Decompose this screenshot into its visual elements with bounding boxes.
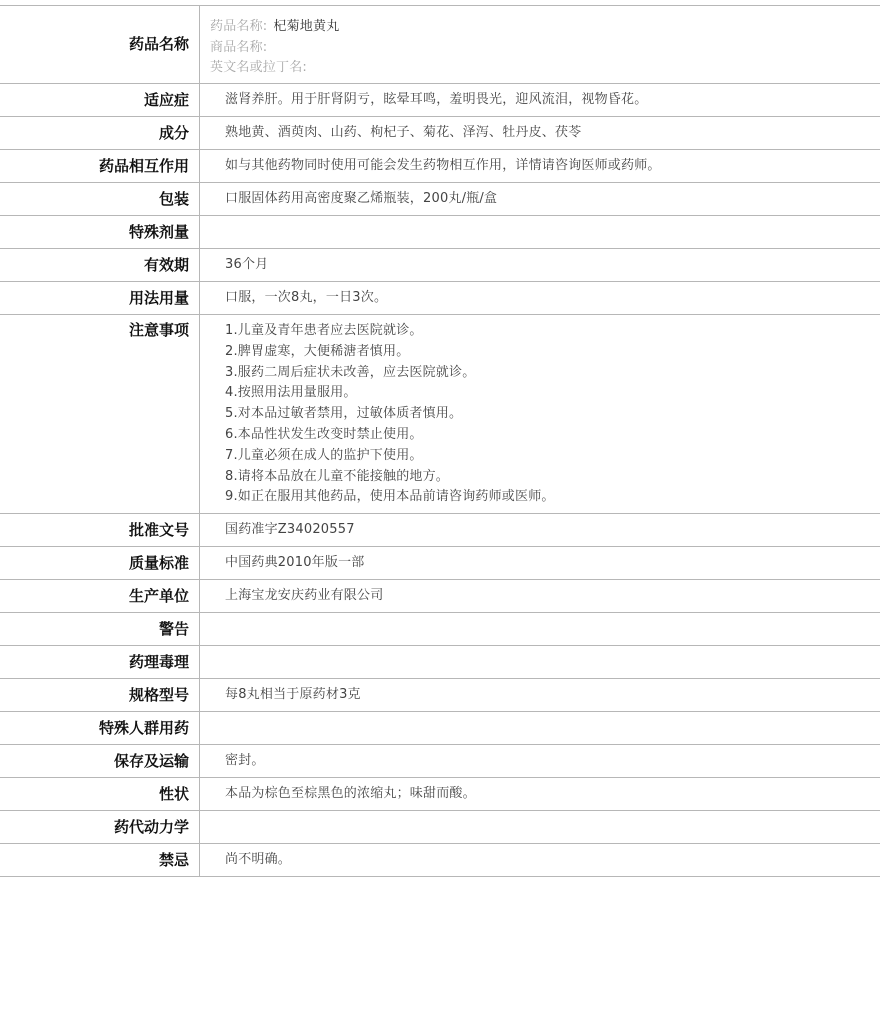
value-storage: 密封。 (225, 753, 265, 768)
row-special-groups (0, 712, 880, 745)
row-storage (0, 745, 880, 778)
value-specification: 每8丸相当于原药材3克 (225, 687, 361, 702)
row-indications (0, 84, 880, 117)
value-usage-dosage: 口服，一次8丸，一日3次。 (225, 290, 388, 305)
value-special-dosage (200, 216, 880, 248)
row-manufacturer (0, 580, 880, 613)
row-precautions (0, 315, 880, 514)
row-approval-number (0, 514, 880, 547)
value-appearance: 本品为棕色至棕黑色的浓缩丸；味甜而酸。 (225, 786, 476, 801)
value-warning (200, 613, 880, 645)
drug-info-table (0, 5, 880, 877)
label-special-dosage: 特殊剂量 (0, 216, 200, 248)
label-specification: 规格型号 (0, 679, 200, 711)
row-shelf-life (0, 249, 880, 282)
label-warning: 警告 (0, 613, 200, 645)
label-special-groups: 特殊人群用药 (0, 712, 200, 744)
precaution-item: 8.请将本品放在儿童不能接触的地方。 (225, 468, 450, 484)
value-pharmacokinetics (200, 811, 880, 843)
label-quality-standard: 质量标准 (0, 547, 200, 579)
value-quality-standard: 中国药典2010年版一部 (225, 555, 365, 570)
row-drug-name (0, 6, 880, 84)
value-contraindications: 尚不明确。 (225, 852, 292, 867)
trade-name-line (210, 40, 880, 61)
value-indications: 滋肾养肝。用于肝肾阴亏，眩晕耳鸣，羞明畏光，迎风流泪，视物昏花。 (225, 92, 648, 107)
precaution-item: 1.儿童及青年患者应去医院就诊。 (225, 323, 423, 338)
label-indications: 适应症 (0, 84, 200, 116)
precaution-item: 3.服药二周后症状未改善，应去医院就诊。 (225, 364, 476, 380)
row-pharmacokinetics (0, 811, 880, 844)
row-specification (0, 679, 880, 712)
label-pharmacokinetics: 药代动力学 (0, 811, 200, 843)
row-special-dosage (0, 216, 880, 249)
label-contraindications: 禁忌 (0, 844, 200, 876)
value-approval-number: 国药准字Z34020557 (225, 522, 355, 537)
precaution-item: 5.对本品过敏者禁用，过敏体质者慎用。 (225, 406, 463, 422)
row-pharmacology (0, 646, 880, 679)
value-interactions: 如与其他药物同时使用可能会发生药物相互作用，详情请咨询医师或药师。 (225, 158, 661, 173)
label-manufacturer: 生产单位 (0, 580, 200, 612)
row-interactions (0, 150, 880, 183)
label-appearance: 性状 (0, 778, 200, 810)
row-packaging (0, 183, 880, 216)
label-packaging: 包装 (0, 183, 200, 215)
label-pharmacology: 药理毒理 (0, 646, 200, 678)
generic-name-key: 药品名称: (210, 19, 268, 34)
value-shelf-life: 36个月 (225, 257, 269, 272)
row-appearance (0, 778, 880, 811)
latin-name-line (210, 60, 880, 81)
value-manufacturer: 上海宝龙安庆药业有限公司 (225, 588, 384, 603)
row-usage-dosage (0, 282, 880, 315)
row-warning (0, 613, 880, 646)
precaution-item: 2.脾胃虚寒，大便稀溏者慎用。 (225, 343, 410, 359)
label-storage: 保存及运输 (0, 745, 200, 777)
value-special-groups (200, 712, 880, 744)
precaution-item: 4.按照用法用量服用。 (225, 385, 357, 401)
latin-name-key: 英文名或拉丁名: (210, 60, 307, 75)
value-pharmacology (200, 646, 880, 678)
value-ingredients: 熟地黄、酒萸肉、山药、枸杞子、菊花、泽泻、牡丹皮、茯苓 (225, 125, 582, 140)
label-approval-number: 批准文号 (0, 514, 200, 546)
row-ingredients (0, 117, 880, 150)
value-precautions (200, 315, 880, 513)
label-ingredients: 成分 (0, 117, 200, 149)
row-contraindications (0, 844, 880, 877)
generic-name-line (210, 19, 880, 40)
label-shelf-life: 有效期 (0, 249, 200, 281)
precaution-item: 6.本品性状发生改变时禁止使用。 (225, 426, 423, 442)
value-packaging: 口服固体药用高密度聚乙烯瓶装，200丸/瓶/盒 (225, 191, 498, 206)
label-interactions: 药品相互作用 (0, 150, 200, 182)
trade-name-key: 商品名称: (210, 39, 268, 55)
precaution-item: 7.儿童必须在成人的监护下使用。 (225, 447, 423, 463)
precaution-item: 9.如正在服用其他药品，使用本品前请咨询药师或医师。 (225, 489, 555, 505)
label-drug-name: 药品名称 (0, 6, 200, 83)
label-usage-dosage: 用法用量 (0, 282, 200, 314)
label-precautions: 注意事项 (0, 315, 200, 513)
value-drug-name (200, 6, 880, 83)
row-quality-standard (0, 547, 880, 580)
generic-name-value: 杞菊地黄丸 (273, 19, 340, 34)
